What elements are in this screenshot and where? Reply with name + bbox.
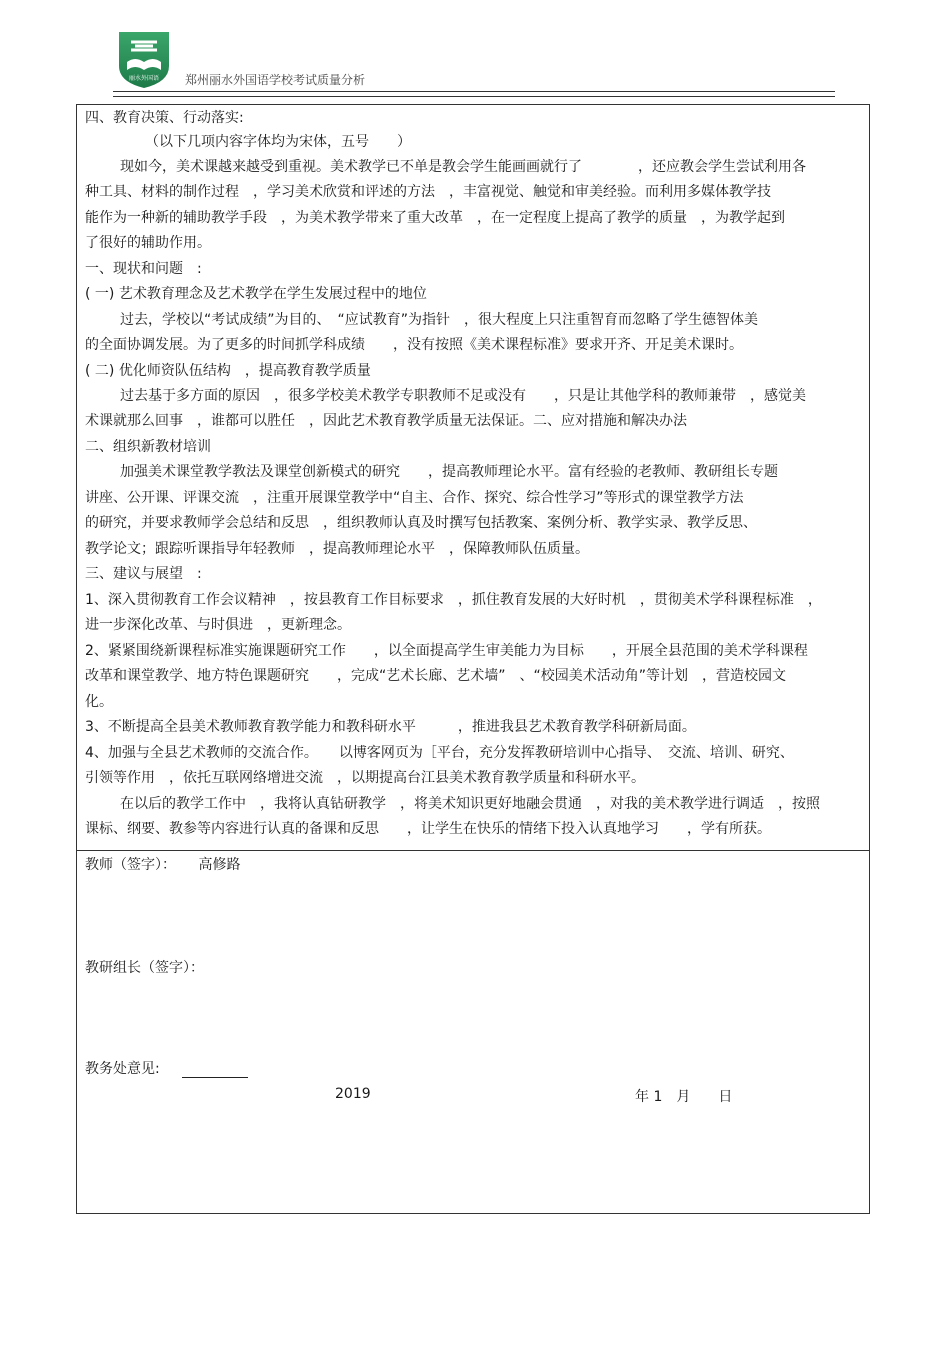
- office-opinion-field[interactable]: [182, 1063, 248, 1078]
- intro-line: 现如今，美术课越来越受到重视。美术教学已不单是教会学生能画画就行了 ，还应教会学生尝试利用各: [120, 159, 806, 175]
- list-item: 引领等作用 ，依托互联网络增进交流 ，以期提高台江县美术教育教学质量和科研水平。: [85, 770, 645, 786]
- sub1-line: 的全面协调发展。为了更多的时间抓学科成绩 ，没有按照《美术课程标准》要求开齐、开足美术课时。: [85, 337, 743, 353]
- closing-line: 课标、纲要、教参等内容进行认真的备课和反思 ，让学生在快乐的情绪下投入认真地学习 ，学有所获。: [85, 821, 771, 837]
- list-item: 3、不断提高全县美术教师教育教学能力和教科研水平 ，推进我县艺术教育教学科研新局面。: [85, 719, 696, 735]
- date-year: 2019: [335, 1086, 371, 1102]
- heading-3: 三、建议与展望 :: [85, 566, 202, 582]
- sub2-line: 过去基于多方面的原因 ，很多学校美术教学专职教师不足或没有 ，只是让其他学科的教师兼带 ，感觉美: [120, 388, 806, 404]
- list-item: 进一步深化改革、与时俱进 ，更新理念。: [85, 617, 351, 633]
- h2-line: 加强美术课堂教学教法及课堂创新模式的研究 ，提高教师理论水平。富有经验的老教师、教研组长专题: [120, 464, 778, 480]
- form-table: [76, 104, 870, 1214]
- intro-line: 了很好的辅助作用。: [85, 235, 211, 251]
- list-item: 化。: [85, 694, 113, 710]
- intro-line: 种工具、材料的制作过程 ，学习美术欣赏和评述的方法 ，丰富视觉、触觉和审美经验。而利用多媒体教学技: [85, 184, 771, 200]
- heading-2: 二、组织新教材培训: [85, 439, 211, 455]
- teacher-label: 教师（签字）：: [85, 857, 176, 873]
- h2-line: 的研究，并要求教师学会总结和反思 ，组织教师认真及时撰写包括教案、案例分析、教学实录、教学反思、: [85, 515, 757, 531]
- header-rule: [113, 96, 835, 97]
- office-label: 教务处意见:: [85, 1061, 160, 1077]
- sub1-title: ( 一) 艺术教育理念及艺术教学在学生发展过程中的地位: [85, 286, 427, 302]
- list-item: 改革和课堂教学、地方特色课题研究 ，完成“艺术长廊、艺术墙” 、“校园美术活动角”等计划 ，营造校园文: [85, 668, 787, 684]
- closing-line: 在以后的教学工作中 ，我将认真钻研教学 ，将美术知识更好地融会贯通 ，对我的美术教学进行调适 ，按照: [120, 796, 820, 812]
- teacher-name: 高修路: [198, 857, 241, 873]
- section-divider: [77, 850, 869, 851]
- school-logo: [113, 28, 175, 90]
- h2-line: 教学论文；跟踪听课指导年轻教师 ，提高教师理论水平 ，保障教师队伍质量。: [85, 541, 589, 557]
- leader-label: 教研组长（签字）：: [85, 960, 204, 976]
- heading-1: 一、现状和问题 :: [85, 261, 202, 277]
- list-item: 4、加强与全县艺术教师的交流合作。 以博客网页为［平台，充分发挥教研培训中心指导、 交流、培训、研究、: [85, 745, 794, 761]
- sub1-line: 过去，学校以“考试成绩”为目的、 “应试教育”为指针 ，很大程度上只注重智育而忽略了学生德智体美: [120, 312, 759, 328]
- section4-title: 四、教育决策、行动落实:: [85, 110, 244, 126]
- list-item: 1、深入贯彻教育工作会议精神 ，按县教育工作目标要求 ，抓住教育发展的大好时机 ，贯彻美术学科课程标准 ，: [85, 592, 822, 608]
- font-note: （以下几项内容字体均为宋体，五号 ）: [145, 134, 411, 150]
- list-item: 2、紧紧围绕新课程标准实施课题研究工作 ，以全面提高学生审美能力为目标 ，开展全县范围的美术学科课程: [85, 643, 808, 659]
- h2-line: 讲座、公开课、评课交流 ，注重开展课堂教学中“自主、合作、探究、综合性学习”等形式的课堂教学方法: [85, 490, 744, 506]
- sub2-title: ( 二) 优化师资队伍结构 ，提高教育教学质量: [85, 363, 371, 379]
- header-rule: [113, 91, 835, 92]
- header-title: 郑州丽水外国语学校考试质量分析: [185, 73, 366, 87]
- office-opinion: [85, 1060, 248, 1078]
- date-rest: 年 1 月 日: [635, 1089, 733, 1105]
- logo-text: 丽水外国语: [128, 75, 160, 82]
- intro-line: 能作为一种新的辅助教学手段 ，为美术教学带来了重大改革 ，在一定程度上提高了教学的质量 ，为教学起到: [85, 210, 785, 226]
- sub2-line: 术课就那么回事 ，谁都可以胜任 ，因此艺术教育教学质量无法保证。二、应对措施和解决办法: [85, 413, 687, 429]
- teacher-signature: [85, 856, 240, 874]
